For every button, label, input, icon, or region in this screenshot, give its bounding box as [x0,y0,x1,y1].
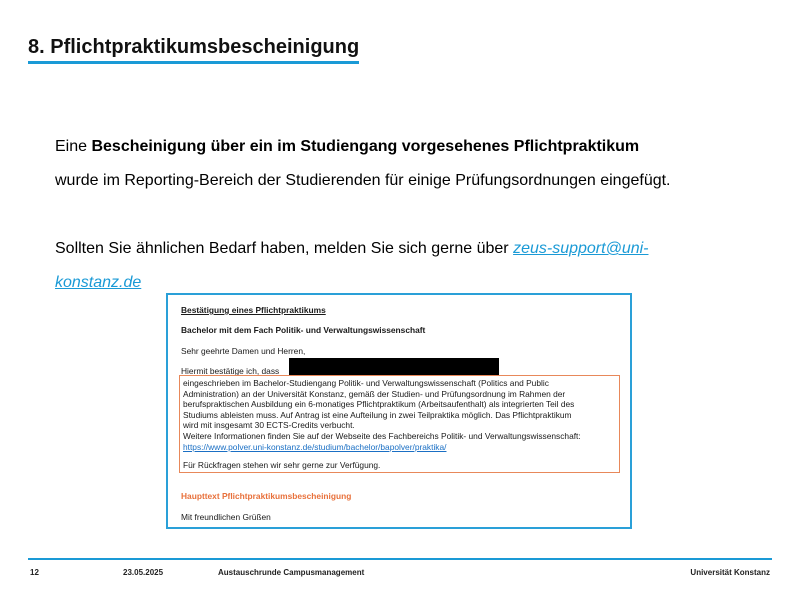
paragraph-1-bold: Bescheinigung über ein im Studiengang vorgesehenes Pflichtpraktikum [91,138,640,155]
slide-body [55,130,755,300]
paragraph-2-prefix: Sollten Sie ähnlichen Bedarf haben, melden Sie sich gerne über [55,240,514,257]
letter-paragraph-line: eingeschrieben im Bachelor-Studiengang Politik- und Verwaltungswissenschaft (Politics and Public [183,378,549,388]
letter-closing: Mit freundlichen Grüßen [181,512,271,522]
letter-questions: Für Rückfragen stehen wir sehr gerne zur Verfügung. [183,460,381,470]
paragraph-2 [55,232,755,266]
letter-paragraph-line: Administration) an der Universität Konstanz, gemäß der Studien- und Prüfungsordnung im Rahmen der [183,388,566,399]
certificate-preview [166,293,632,529]
letter-confirm: Hiermit bestätige ich, dass [181,366,280,376]
paragraph-1-prefix: Eine [55,138,92,155]
letter-paragraph-line: Studiums ableisten muss. Auf Antrag ist eine Aufteilung in zwei Teilpraktika möglich. Das Pflichtpraktikum [183,409,572,420]
letter-greeting: Sehr geehrte Damen und Herren, [181,346,306,356]
letter-paragraph-line: berufspraktischen Ausbildung ein 6-monatiges Pflichtpraktikum (Arbeitsaufenthalt) als integrierten Teil des [183,399,575,409]
footer-divider [28,558,772,560]
letter-paragraph-line: wird mit insgesamt 30 ECTS-Credits verbucht. [183,420,355,430]
letter-more-info-text: Weitere Informationen finden Sie auf der Webseite des Fachbereichs Politik- und Verwaltungswissenschaft: [183,431,581,441]
letter-info-link[interactable]: https://www.polver.uni-konstanz.de/studium/bachelor/bapolver/praktika/ [183,441,447,452]
letter-subheading: Bachelor mit dem Fach Politik- und Verwaltungswissenschaft [181,325,426,335]
footer-page-number: 12 [30,568,39,577]
paragraph-1 [55,130,755,164]
footer-event: Austauschrunde Campusmanagement [218,568,365,577]
main-text-highlight-box [179,375,620,473]
paragraph-1-rest: wurde im Reporting-Bereich der Studierenden für einige Prüfungsordnungen eingefügt. [55,172,671,189]
letter-paragraph [183,378,615,431]
footer-organization: Universität Konstanz [690,568,770,577]
redaction-bar [289,358,499,375]
letter-heading: Bestätigung eines Pflichtpraktikums [181,305,326,315]
footer-date: 23.05.2025 [123,568,164,577]
slide-title: 8. Pflichtpraktikumsbescheinigung [28,36,359,64]
main-text-label: Haupttext Pflichtpraktikumsbescheinigung [181,491,352,501]
support-email-link-cont[interactable]: konstanz.de [55,274,142,291]
letter-more-info [183,431,615,452]
support-email-link[interactable]: zeus-support@uni- [513,240,649,257]
